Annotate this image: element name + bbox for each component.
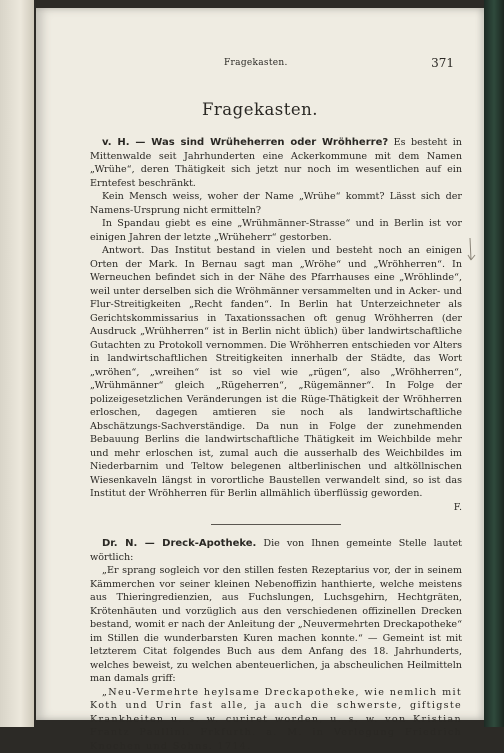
entry-2-question [90, 537, 462, 564]
page-number: 371 [431, 56, 454, 70]
entry-2-book-title: „Neu-Vermehrte heylsame Dreckapotheke, wie nemlich mit Koth und Urin fast alle, ja auch die schwerste, giftigste Krankheiten u. s. w. curiret worden, u. s. w. von Kristian Frantz Paullini. Frkfurth. a. M. in Verlegung Friedrich Knochen und Sohns. 1714. [90, 686, 462, 753]
entry-1-answer: Antwort. Das Institut bestand in vielen und besteht noch an einigen Orten der Mark. In Bernau sagt man „Wröhe“ und „Wröhherren“. In Werneuchen befindet sich in der Nähe des Pfarrhauses eine „Wröhlinde“, weil unter derselben sich die Wröhmänner versammelten und in Acker- und Flur-Streitigkeiten „Recht fanden“. In Berlin hat Unterzeichneter als Gerichtskommissarius in Taxationssachen oft genug Wröhherren (der Ausdruck „Wrühherren“ ist in Berlin nicht üblich) über landwirtschaftliche Gutachten zu Protokoll vernommen. Die Wröhherren entschieden vor Alters in landwirtschaftlichen Streitigkeiten innerhalb der Städte, das Wort „wröhen“, „wreihen“ ist so viel wie „rügen“, also „Wröhherren“, „Wrühmänner“ gleich „Rügeherren“, „Rügemänner“. In Folge der polizeigesetzlichen Veränderungen ist die Rüge-Thätigkeit der Wröhherren erloschen, dagegen amtieren sie noch als landwirtschaftliche Abschätzungs-Sachverständige. Da nun in Folge der zunehmenden Bebauung Berlins die landwirtschaftliche Thätigkeit im Weichbilde mehr und mehr erloschen ist, zumal auch die ausserhalb des Weichbildes im Niederbarnim und Teltow belegenen altberlinischen und altköllnischen Wiesenkaveln längst in vorortliche Baustellen verwandelt sind, so ist das Institut der Wröhherren für Berlin allmählich überflüssig geworden. [90, 244, 462, 501]
page-title: Fragekasten. [36, 100, 484, 119]
article-body [90, 136, 462, 753]
facing-page-edge [0, 0, 34, 727]
running-head: Fragekasten. [224, 58, 288, 68]
page-header [36, 58, 484, 74]
entry-2-head: Dr. N. — Dreck-Apotheke. [102, 538, 256, 549]
book-page [36, 8, 484, 720]
entry-1-paragraph-2: Kein Mensch weiss, woher der Name „Wrühe“ kommt? Lässt sich der Namens-Ursprung nicht ermitteln? [90, 190, 462, 217]
book-cover-edge [484, 0, 504, 727]
entry-2-paragraph-1: Die von Ihnen gemeinte Stelle lautet wörtlich: [90, 538, 462, 563]
entry-2-quote: „Er sprang sogleich vor den stillen festen Rezeptarius vor, der in seinem Kämmerchen vor seiner kleinen Nebenoffizin hanthierte, welche meistens aus Thieringredienzien, aus Fuchslungen, Luchsgehirn, Hechtgräten, Krötenhäuten und vorzüglich aus den verschiedenen offizinellen Drecken bestand, womit er nach der Anleitung der „Neuvermehrten Dreckapotheke“ im Stillen die wunderbarsten Kuren machen konnte.“ — Gemeint ist mit letzterem Citat folgendes Buch aus dem Anfang des 18. Jahrhunderts, welches beweist, zu welchen abenteuerlichen, ja abscheulichen Heilmitteln man damals griff: [90, 564, 462, 686]
pencil-mark-icon [466, 236, 482, 266]
entry-1-paragraph-3: In Spandau giebt es eine „Wrühmänner-Strasse“ und in Berlin ist vor einigen Jahren der letzte „Wrüheherr“ gestorben. [90, 217, 462, 244]
entry-1-paragraph-1: Es besteht in Mittenwalde seit Jahrhunderten eine Ackerkommune mit dem Namen „Wrühe“, deren Thätigkeit sich jetzt nur noch im wesentlichen auf ein Erntefest beschränkt. [90, 137, 462, 189]
section-divider [211, 524, 341, 525]
entry-1-head: v. H. — Was sind Wrüheherren oder Wröhherre? [102, 137, 388, 148]
entry-1-question [90, 136, 462, 190]
entry-1-signature: F. [90, 501, 462, 515]
